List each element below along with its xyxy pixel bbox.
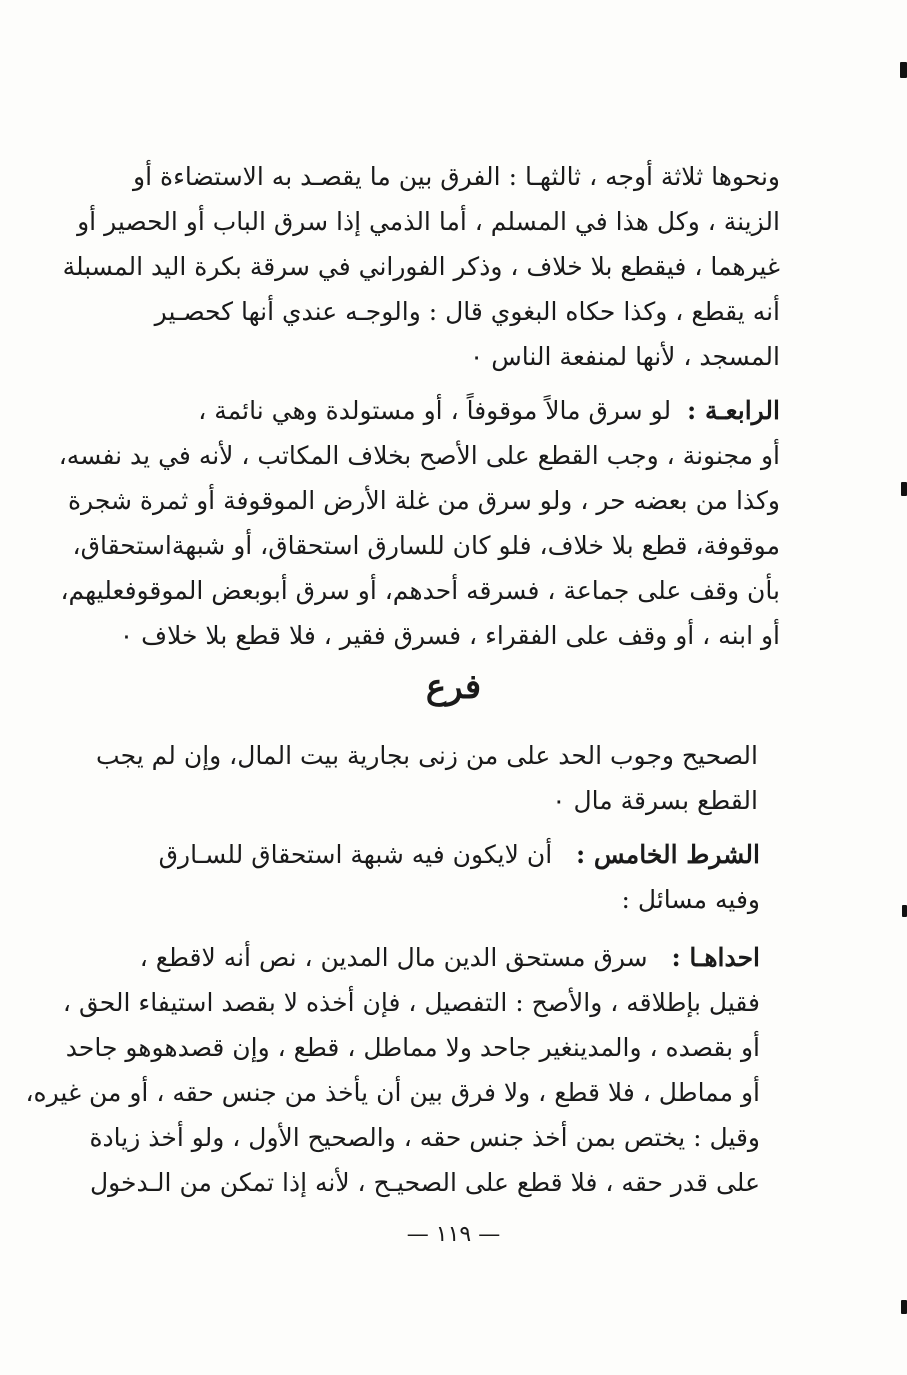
section-heading: فرع	[425, 667, 482, 707]
text-line: الصحيح وجوب الحد على من زنى بجارية بيت المال، وإن لم يجب	[96, 741, 758, 770]
text-line: وكذا من بعضه حر ، ولو سرق من غلة الأرض الموقوفة أو ثمرة شجرة	[67, 486, 780, 515]
text-line: المسجد ، لأنها لمنفعة الناس ٠	[469, 342, 780, 371]
text-line: فقيل بإطلاقه ، والأصح : التفصيل ، فإن أخذه لا بقصد استيفاء الحق ،	[62, 988, 760, 1017]
text-line: غيرهما ، فيقطع بلا خلاف ، وذكر الفوراني في سرقة بكرة اليد المسبلة	[62, 252, 780, 281]
paragraph-3	[96, 733, 758, 823]
paragraph-2	[58, 388, 780, 658]
scan-edge-mark	[902, 905, 907, 917]
scan-edge-mark	[901, 1300, 907, 1314]
text-line: ونحوها ثلاثة أوجه ، ثالثهـا : الفرق بين ما يقصـد به الاستضاءة أو	[133, 162, 780, 191]
paragraph-5	[25, 935, 760, 1205]
section-lead: الشرط الخامس :	[576, 840, 760, 869]
page-number: — ١١٩ —	[406, 1222, 501, 1247]
text-line: أو مماطل ، فلا قطع ، ولا فرق بين أن يأخذ من جنس حقه ، أو من غيره،	[25, 1078, 760, 1107]
text-line-body: سرق مستحق الدين مال المدين ، نص أنه لاقطع ،	[139, 943, 648, 972]
text-line: أو بقصده ، والمدينغير جاحد ولا مماطل ، قطع ، وإن قصدهوهو جاحد	[65, 1033, 760, 1062]
paragraph-1	[62, 154, 780, 379]
text-line	[128, 832, 760, 877]
text-line: وفيه مسائل :	[621, 885, 760, 914]
text-line: الزينة ، وكل هذا في المسلم ، أما الذمي إذا سرق الباب أو الحصير أو	[77, 207, 780, 236]
text-line: القطع بسرقة مال ٠	[552, 786, 758, 815]
text-line: أو ابنه ، أو وقف على الفقراء ، فسرق فقير ، فلا قطع بلا خلاف ٠	[119, 621, 780, 650]
text-line: على قدر حقه ، فلا قطع على الصحيـح ، لأنه إذا تمكن من الـدخول	[89, 1168, 760, 1197]
text-line	[120, 388, 780, 433]
paragraph-4	[128, 832, 760, 922]
text-line: أو مجنونة ، وجب القطع على الأصح بخلاف المكاتب ، لأنه في يد نفسه،	[58, 441, 780, 470]
text-line: أنه يقطع ، وكذا حكاه البغوي قال : والوجـه عندي أنها كحصـير	[154, 297, 780, 326]
section-lead: احداهـا :	[671, 943, 760, 972]
text-line-body: لو سرق مالاً موقوفاً ، أو مستولدة وهي نائمة ،	[198, 396, 672, 425]
scan-edge-mark	[900, 62, 907, 78]
section-lead: الرابعـة :	[687, 396, 780, 425]
text-line: بأن وقف على جماعة ، فسرقه أحدهم، أو سرق أبوبعض الموقوفعليهم،	[60, 576, 780, 605]
text-line: موقوفة، قطع بلا خلاف، فلو كان للسارق استحقاق، أو شبهةاستحقاق،	[72, 531, 780, 560]
text-line: وقيل : يختص بمن أخذ جنس حقه ، والصحيح الأول ، ولو أخذ زيادة	[89, 1123, 760, 1152]
text-line-body: أن لايكون فيه شبهة استحقاق للسـارق	[158, 840, 553, 869]
scan-edge-mark	[901, 482, 907, 496]
text-line	[120, 935, 760, 980]
